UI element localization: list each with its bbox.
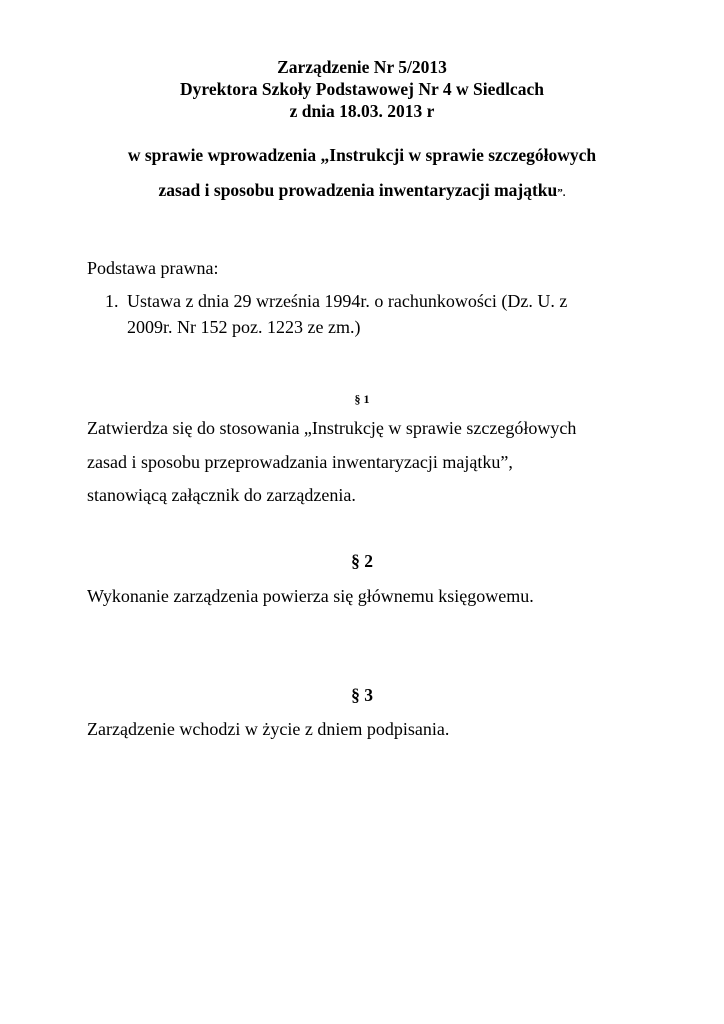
section-mark-2: § 2 [351,551,373,571]
legal-basis-heading: Podstawa prawna: [87,258,219,278]
subject-line-2-end: ”. [557,187,566,199]
section-mark-1: § 1 [354,392,370,406]
section-2-line-1: Wykonanie zarządzenia powierza się głównemu księgowemu. [87,586,534,606]
legal-basis-item-line-1: Ustawa z dnia 29 września 1994r. o rachunkowości (Dz. U. z [127,291,568,311]
legal-basis-item-number: 1. [105,291,119,311]
document-issuer: Dyrektora Szkoły Podstawowej Nr 4 w Siedlcach [180,79,544,99]
section-3-line-1: Zarządzenie wchodzi w życie z dniem podpisania. [87,719,450,739]
legal-basis-item-line-2: 2009r. Nr 152 poz. 1223 ze zm.) [127,317,361,337]
document-date: z dnia 18.03. 2013 r [289,101,435,121]
section-mark-3: § 3 [351,685,373,705]
section-1-line-1: Zatwierdza się do stosowania „Instrukcję w sprawie szczegółowych [87,418,577,438]
subject-line-2 [0,182,724,200]
section-1-line-3: stanowiącą załącznik do zarządzenia. [87,485,356,505]
document-title: Zarządzenie Nr 5/2013 [277,57,447,77]
section-1-line-2: zasad i sposobu przeprowadzania inwentaryzacji majątku”, [87,452,513,472]
subject-line-1: w sprawie wprowadzenia „Instrukcji w sprawie szczegółowych [127,145,597,165]
subject-line-2-main: zasad i sposobu prowadzenia inwentaryzacji majątku [158,180,558,200]
